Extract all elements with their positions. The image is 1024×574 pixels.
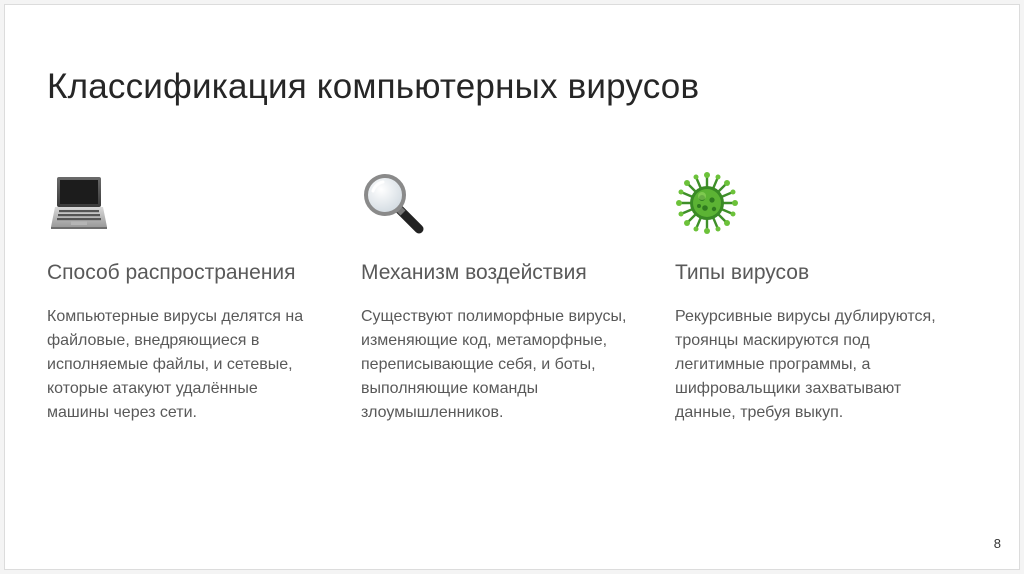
slide-title: Классификация компьютерных вирусов [47, 67, 700, 106]
column-mechanism [361, 171, 661, 425]
column-types [675, 171, 975, 425]
slide [4, 4, 1020, 570]
laptop-icon [47, 171, 111, 235]
magnifying-glass-icon [361, 171, 425, 235]
column-text: Существуют полиморфные вирусы, изменяющие код, метаморфные, переписывающие себя, и боты, выполняющие команды злоумышленников. [361, 308, 627, 421]
virus-icon [675, 171, 739, 235]
page-number: 8 [993, 536, 1001, 551]
column-text: Рекурсивные вирусы дублируются, троянцы маскируются под легитимные программы, а шифровальщики захватывают данные, требуя выкуп. [675, 308, 936, 421]
column-distribution [47, 171, 347, 425]
column-text: Компьютерные вирусы делятся на файловые, внедряющиеся в исполняемые файлы, и сетевые, которые атакуют удалённые машины через сети. [47, 308, 304, 421]
column-heading: Способ распространения [47, 261, 296, 284]
column-heading: Механизм воздействия [361, 261, 587, 284]
column-heading: Типы вирусов [675, 261, 810, 284]
